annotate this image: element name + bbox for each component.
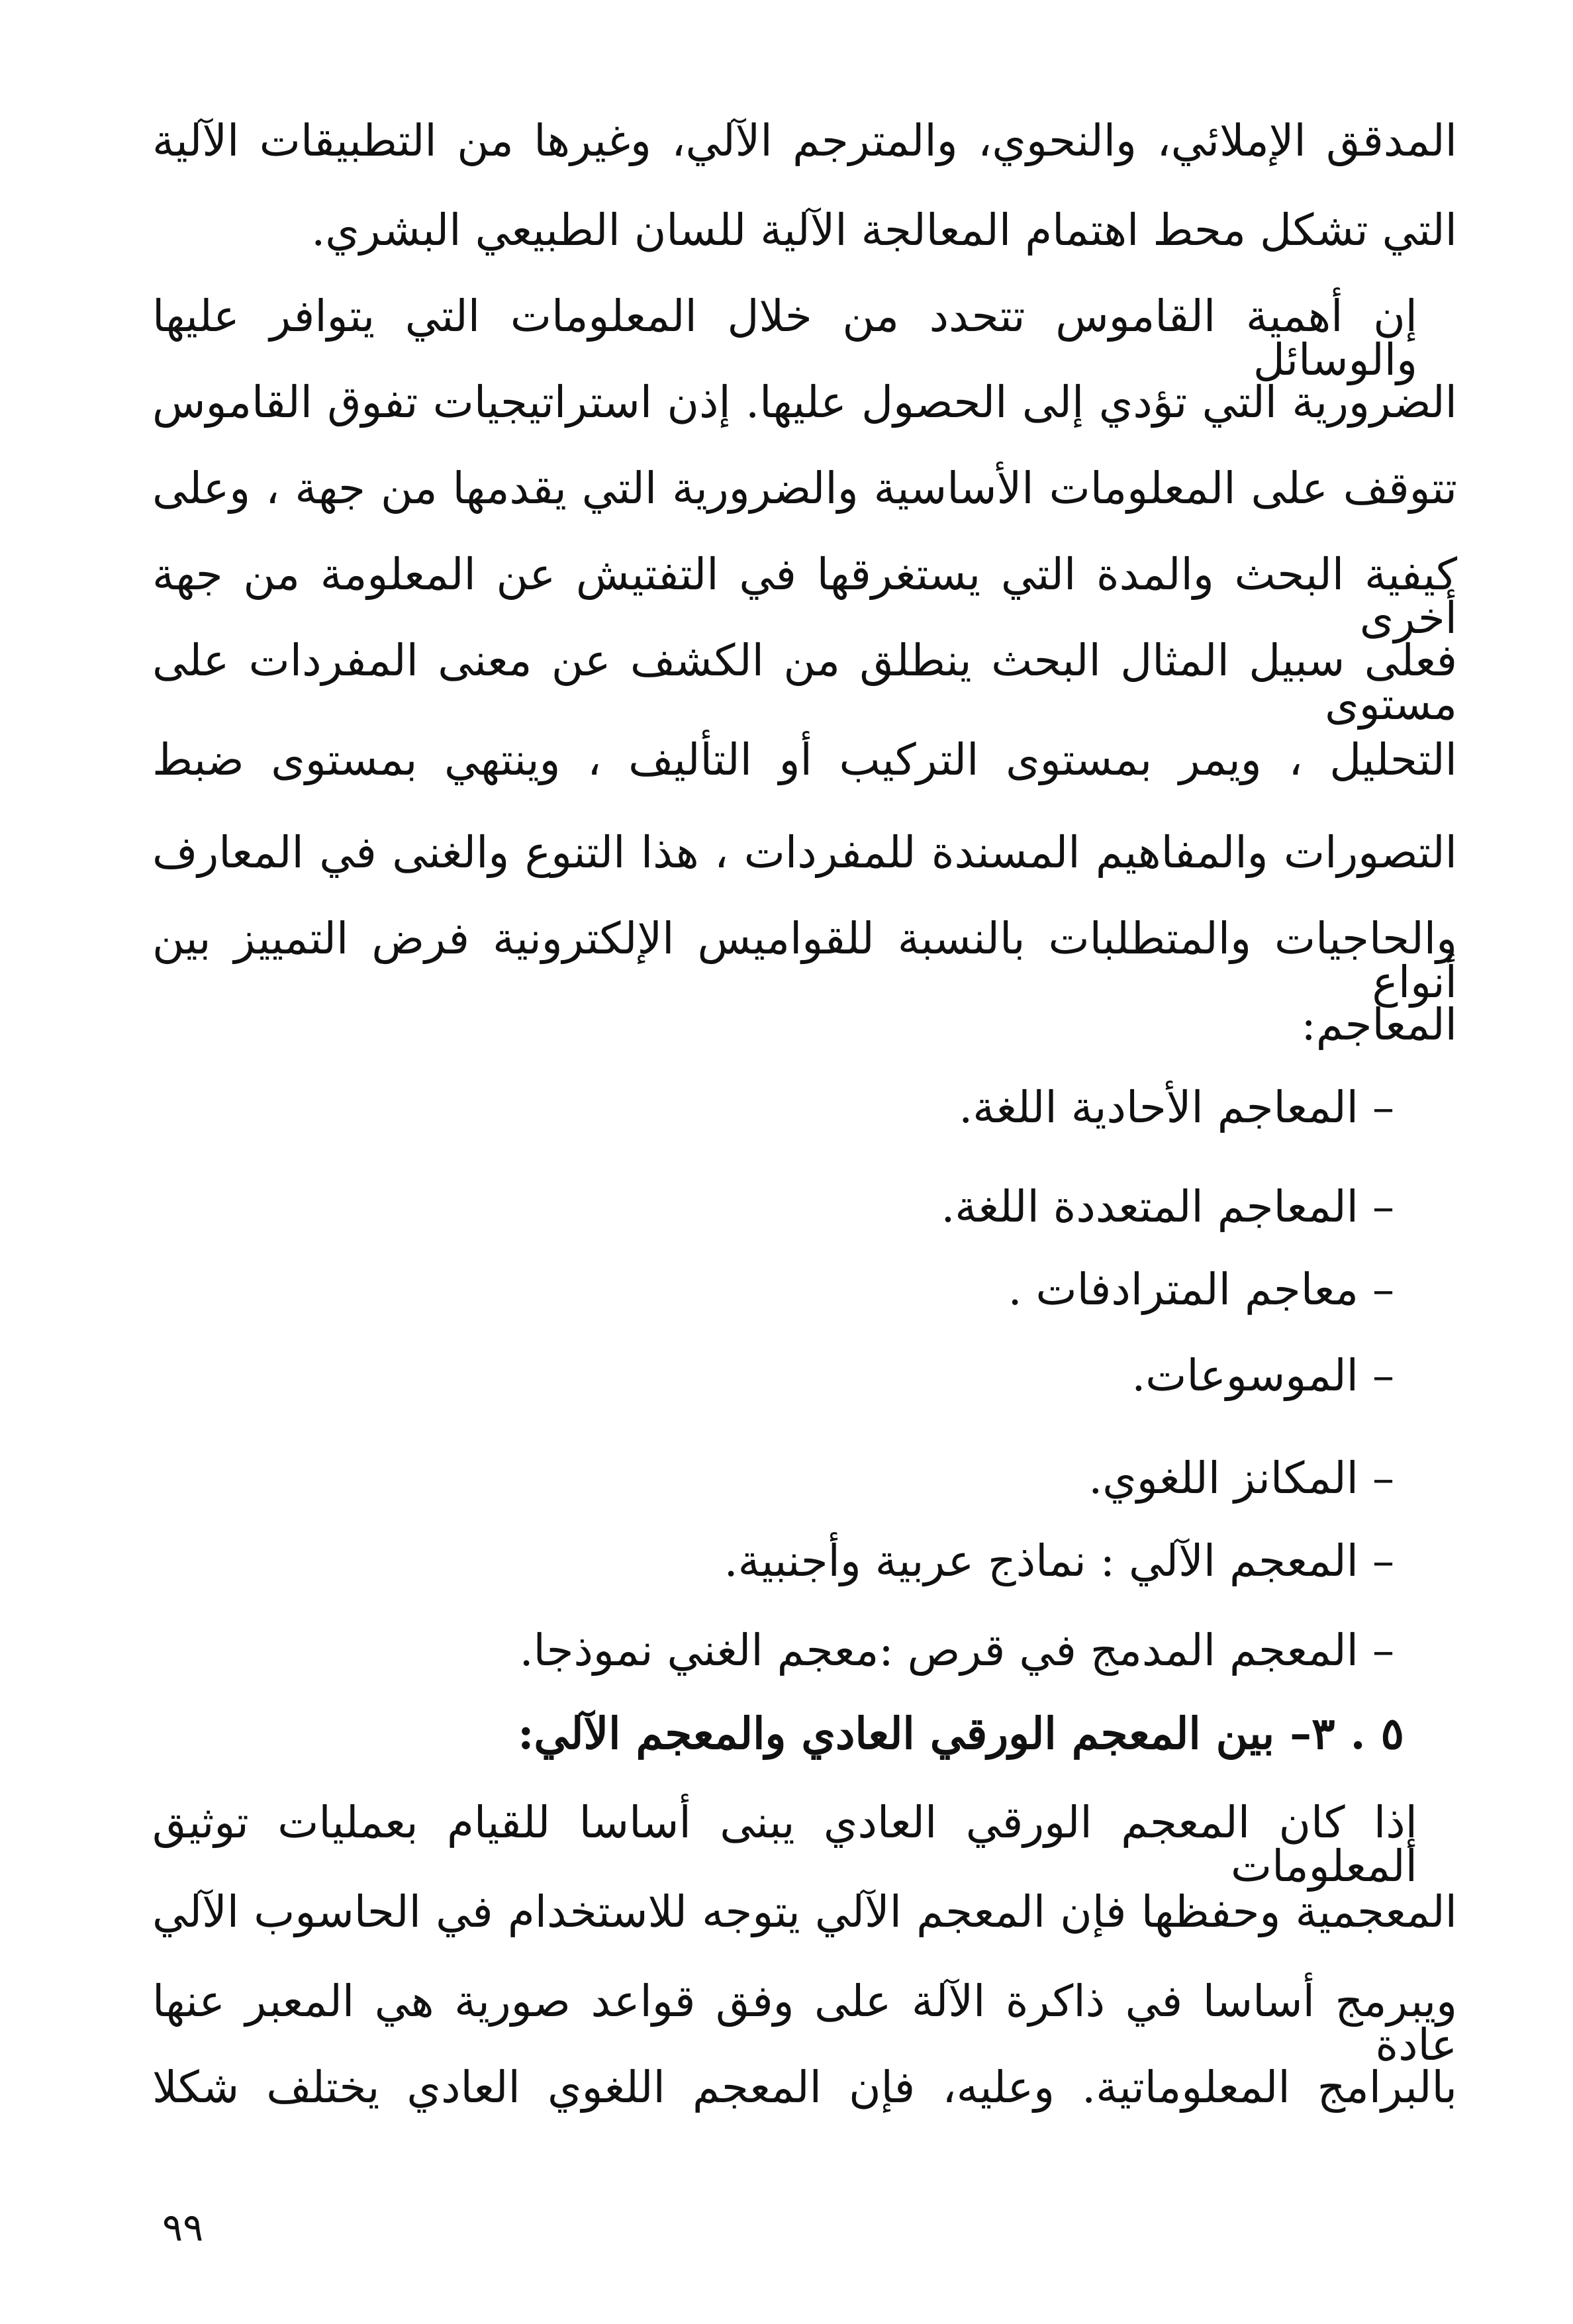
paragraph-2-line-2: الضرورية التي تؤدي إلى الحصول عليها. إذن استراتيجيات تفوق القاموس [152, 377, 1457, 428]
list-item: – معاجم المترادفات . [1008, 1264, 1394, 1315]
paragraph-2-line-9: المعاجم: [1301, 999, 1457, 1050]
paragraph-3-line-2: المعجمية وحفظها فإن المعجم الآلي يتوجه للاستخدام في الحاسوب الآلي [152, 1886, 1457, 1937]
list-item: – المعجم الآلي : نماذج عربية وأجنبية. [724, 1535, 1394, 1586]
paragraph-3-line-4: بالبرامج المعلوماتية. وعليه، فإن المعجم اللغوي العادي يختلف شكلا [152, 2062, 1457, 2113]
paragraph-2-line-1: إن أهمية القاموس تتحدد من خلال المعلومات التي يتوافر عليها والوسائل [152, 291, 1417, 385]
list-item: – المعاجم الأحادية اللغة. [959, 1082, 1394, 1133]
paragraph-3-line-1: إذا كان المعجم الورقي العادي يبنى أساسا للقيام بعمليات توثيق المعلومات [152, 1797, 1417, 1892]
paragraph-2-line-7: التصورات والمفاهيم المسندة للمفردات ، هذا التنوع والغنى في المعارف [152, 827, 1457, 878]
list-item: – المعجم المدمج في قرص :معجم الغني نموذجا. [519, 1625, 1394, 1676]
paragraph-2-line-3: تتوقف على المعلومات الأساسية والضرورية التي يقدمها من جهة ، وعلى [152, 463, 1457, 514]
paragraph-2-line-5: فعلى سبيل المثال البحث ينطلق من الكشف عن معنى المفردات على مستوى [152, 635, 1457, 730]
list-item: – المكانز اللغوي. [1088, 1453, 1394, 1504]
list-item: – المعاجم المتعددة اللغة. [941, 1181, 1394, 1232]
paragraph-3-line-3: ويبرمج أساسا في ذاكرة الآلة على وفق قواعد صورية هي المعبر عنها عادة [152, 1976, 1457, 2070]
paragraph-1-line-1: المدقق الإملائي، والنحوي، والمترجم الآلي، وغيرها من التطبيقات الآلية [152, 115, 1457, 166]
paragraph-2-line-6: التحليل ، ويمر بمستوى التركيب أو التأليف ، وينتهي بمستوى ضبط [152, 734, 1457, 785]
section-heading: ٥ . ٣– بين المعجم الورقي العادي والمعجم الآلي: [518, 1708, 1404, 1759]
paragraph-2-line-8: والحاجيات والمتطلبات بالنسبة للقواميس الإلكترونية فرض التمييز بين أنواع [152, 913, 1457, 1008]
list-item: – الموسوعات. [1131, 1350, 1394, 1401]
paragraph-2-line-4: كيفية البحث والمدة التي يستغرقها في التفتيش عن المعلومة من جهة أخرى [152, 549, 1457, 644]
paragraph-1-line-2: التي تشكل محط اهتمام المعالجة الآلية للسان الطبيعي البشري. [311, 205, 1457, 256]
page-number: ٩٩ [162, 2205, 204, 2250]
